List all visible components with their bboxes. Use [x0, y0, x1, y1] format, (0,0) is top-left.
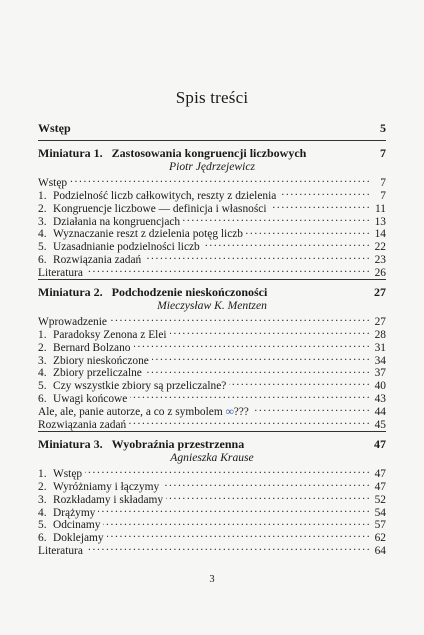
entry-page: 45	[374, 419, 386, 432]
entry-number: 4.	[38, 367, 47, 380]
dot-leader	[144, 250, 369, 263]
dot-leader	[246, 225, 369, 238]
entry-page: 57	[374, 519, 386, 532]
dot-leader	[107, 528, 369, 541]
entry-label: Ale, ale, panie autorze, a co z symbolem	[38, 406, 223, 419]
chapter-page: 27	[374, 285, 386, 299]
entry-label: Wstęp	[38, 176, 68, 189]
dot-leader	[110, 312, 369, 325]
dot-leader	[166, 490, 369, 503]
chapter-page: 7	[380, 146, 386, 160]
chapter-entries	[38, 173, 386, 280]
entry-page: 34	[374, 354, 386, 367]
toc-entry[interactable]	[38, 477, 386, 493]
entry-number: 6.	[38, 532, 47, 545]
chapter-entries	[38, 464, 386, 558]
chapter-2	[38, 279, 386, 432]
entry-page: 13	[374, 215, 386, 228]
entry-page: 64	[374, 545, 386, 558]
toc-entry[interactable]	[38, 263, 386, 280]
chapter-heading[interactable]	[38, 285, 386, 299]
entry-number: 3.	[38, 493, 47, 506]
dot-leader	[203, 237, 369, 250]
chapter-heading[interactable]	[38, 437, 386, 451]
entry-label: Bernard Bolzano	[53, 341, 131, 354]
entry-number: 3.	[38, 354, 47, 367]
toc-intro	[38, 121, 386, 135]
toc-entry[interactable]	[38, 541, 386, 558]
dot-leader	[162, 477, 369, 490]
toc-entry[interactable]	[38, 464, 386, 480]
entry-number: 1.	[38, 467, 47, 480]
dot-leader	[279, 186, 369, 199]
entry-label: Kongruencje liczbowe — definicja i własności	[53, 202, 267, 215]
entry-number: 2.	[38, 341, 47, 354]
entry-label: Literatura	[38, 545, 83, 558]
entry-label: Literatura	[38, 267, 83, 280]
entry-number: 3.	[38, 215, 47, 228]
dot-leader	[134, 338, 370, 351]
chapter-divider	[38, 279, 386, 280]
chapter-author: Agnieszka Krause	[170, 451, 254, 464]
entry-label: Uwagi końcowe	[53, 393, 128, 406]
chapter-1	[38, 140, 386, 280]
entry-page: 27	[374, 315, 386, 328]
chapter-number: Miniatura 2.	[38, 285, 103, 299]
entry-page: 47	[374, 480, 386, 493]
dot-leader	[183, 212, 369, 225]
entry-page: 47	[374, 467, 386, 480]
entry-number: 5.	[38, 241, 47, 254]
page-title: Spis treści	[175, 88, 249, 107]
entry-number: 4.	[38, 506, 47, 519]
toc-entry[interactable]	[38, 186, 386, 202]
entry-label: Drążymy	[53, 506, 96, 519]
entry-label: Czy wszystkie zbiory są przeliczalne?	[53, 380, 227, 393]
entry-page: 7	[380, 176, 386, 189]
entry-page: 26	[374, 267, 386, 280]
toc-entry[interactable]	[38, 312, 386, 328]
dot-leader	[252, 402, 369, 415]
entry-label-suffix: ???	[233, 406, 249, 419]
dot-leader	[152, 351, 369, 364]
entry-label: Odcinamy	[53, 519, 101, 532]
entry-label: Rozwiązania zadań	[53, 254, 142, 267]
page-number: 3	[209, 574, 215, 585]
entry-number: 2.	[38, 480, 47, 493]
entry-page: 11	[375, 202, 386, 215]
entry-number: 5.	[38, 380, 47, 393]
entry-number: 1.	[38, 328, 47, 341]
entry-page: 62	[374, 532, 386, 545]
entry-page: 37	[374, 367, 386, 380]
toc-intro-row[interactable]	[38, 121, 386, 135]
chapter-number: Miniatura 1.	[38, 146, 103, 160]
dot-leader	[170, 325, 369, 338]
entry-page: 44	[374, 406, 386, 419]
chapter-heading[interactable]	[38, 146, 386, 160]
dot-leader	[85, 464, 369, 477]
entry-number: 6.	[38, 393, 47, 406]
entry-label: Rozwiązania zadań	[38, 419, 127, 432]
entry-label: Podzielność liczb całkowitych, reszty z dzielenia	[53, 189, 277, 202]
entry-label: Wyróżniamy i łączymy	[53, 480, 160, 493]
chapter-3	[38, 431, 386, 558]
entry-page: 54	[374, 506, 386, 519]
entry-label: Wyznaczanie reszt z dzielenia potęg liczb	[53, 228, 243, 241]
chapter-author: Piotr Jędrzejewicz	[169, 160, 255, 173]
chapter-page: 47	[374, 437, 386, 451]
chapter-title: Zastosowania kongruencji liczbowych	[111, 146, 307, 160]
intro-page: 5	[380, 121, 386, 135]
chapter-entries	[38, 312, 386, 432]
entry-page: 31	[374, 341, 386, 354]
entry-page: 22	[374, 241, 386, 254]
entry-number: 4.	[38, 228, 47, 241]
chapter-title: Podchodzenie nieskończoności	[111, 285, 268, 299]
entry-label: Rozkładamy i składamy	[53, 493, 164, 506]
chapter-number: Miniatura 3.	[38, 437, 103, 451]
entry-label: Doklejamy	[53, 532, 104, 545]
dot-leader	[130, 389, 369, 402]
entry-number: 2.	[38, 202, 47, 215]
chapter-title: Wyobraźnia przestrzenna	[111, 437, 245, 451]
entry-number: 6.	[38, 254, 47, 267]
entry-label: Zbiory przeliczalne	[53, 367, 142, 380]
infinity-symbol: ∞	[225, 406, 234, 419]
entry-label: Wprowadzenie	[38, 315, 107, 328]
entry-label: Uzasadnianie podzielności liczb	[53, 241, 200, 254]
dot-leader	[129, 415, 369, 428]
dot-leader	[86, 263, 369, 276]
chapter-divider	[38, 140, 386, 141]
dot-leader	[145, 364, 369, 377]
intro-label: Wstęp	[38, 121, 71, 135]
dot-leader	[70, 173, 369, 186]
chapter-author: Mieczysław K. Mentzen	[157, 299, 267, 312]
dot-leader	[98, 503, 369, 516]
entry-label: Wstęp	[53, 467, 83, 480]
entry-page: 43	[374, 393, 386, 406]
entry-page: 52	[374, 493, 386, 506]
entry-page: 23	[374, 254, 386, 267]
entry-number: 1.	[38, 189, 47, 202]
entry-label: Zbiory nieskończone	[53, 354, 149, 367]
entry-page: 14	[374, 228, 386, 241]
entry-number: 5.	[38, 519, 47, 532]
entry-page: 7	[380, 189, 386, 202]
entry-label: Działania na kongruencjach	[53, 215, 181, 228]
dot-leader	[103, 516, 369, 529]
toc-entry[interactable]	[38, 173, 386, 189]
dot-leader	[86, 541, 369, 554]
entry-page: 40	[374, 380, 386, 393]
dot-leader	[229, 376, 369, 389]
entry-page: 28	[374, 328, 386, 341]
dot-leader	[270, 199, 369, 212]
entry-label: Paradoksy Zenona z Elei	[53, 328, 167, 341]
chapter-divider	[38, 431, 386, 432]
